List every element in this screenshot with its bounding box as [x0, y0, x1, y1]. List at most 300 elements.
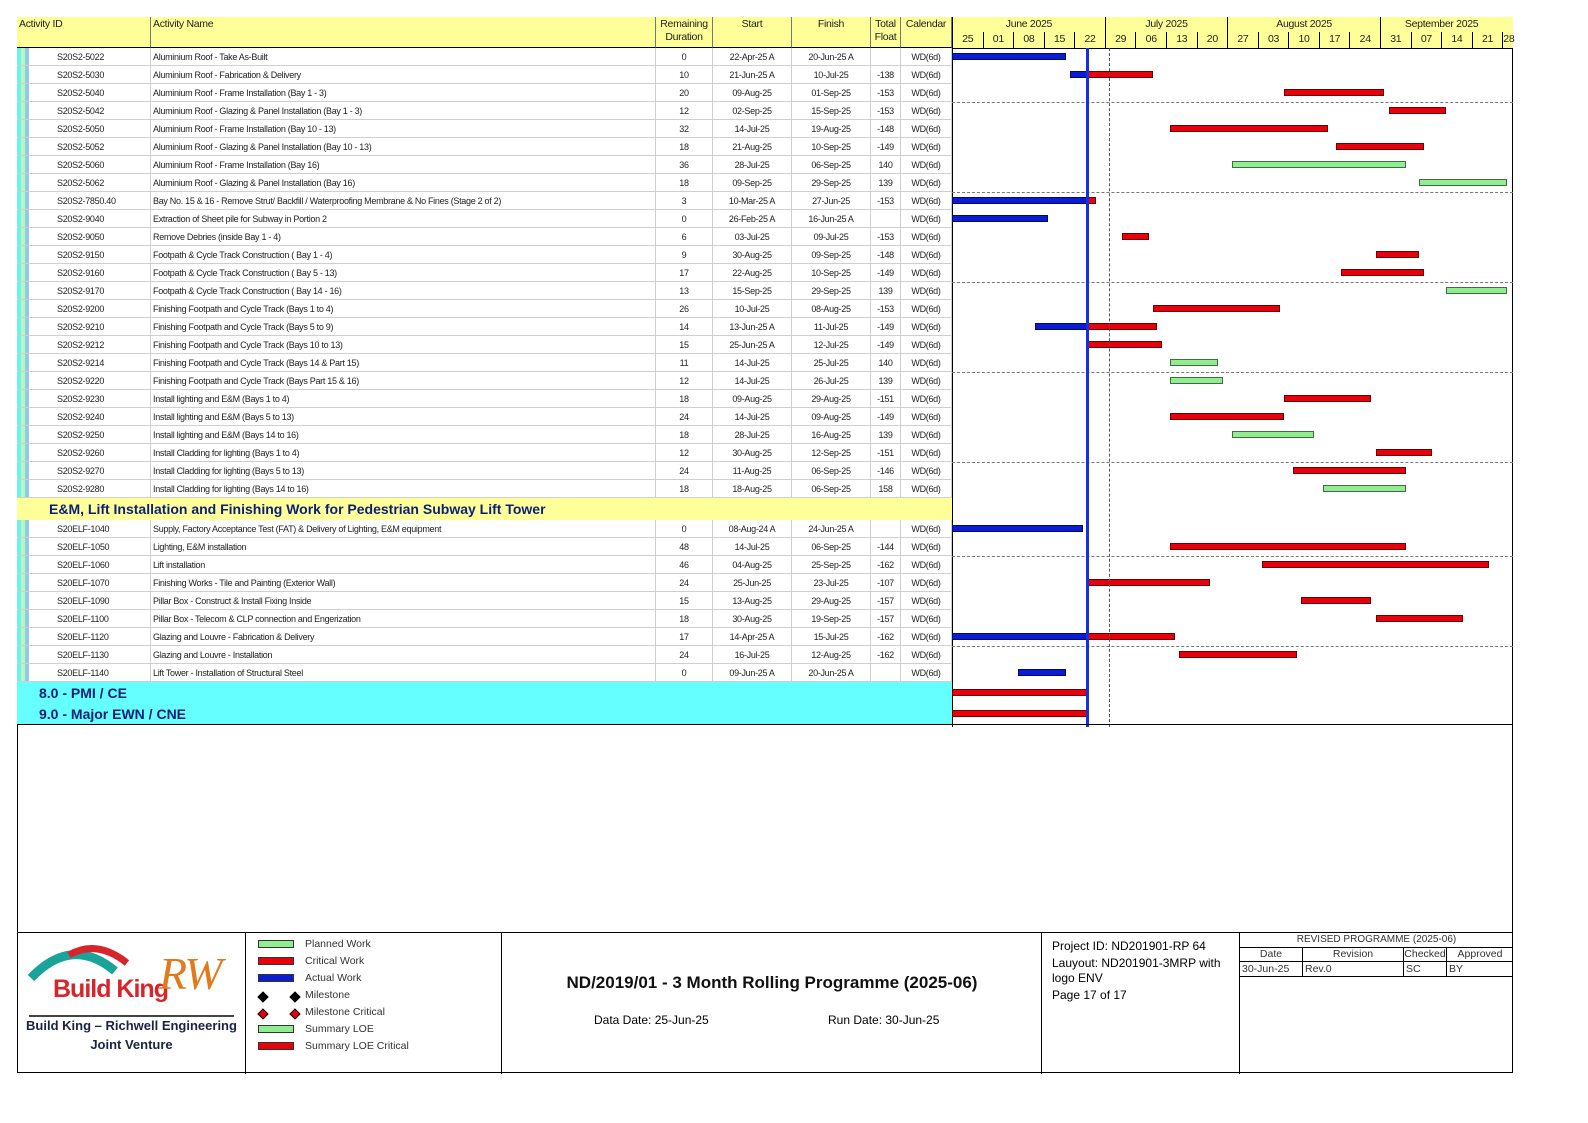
activity-name-cell: Finishing Footpath and Cycle Track (Bays 5 to 9) [151, 318, 656, 336]
activity-id-cell: S20S2-9220 [17, 372, 151, 390]
calendar-cell: WD(6d) [901, 138, 952, 156]
gantt-bar-actual[interactable] [952, 197, 1087, 204]
revision-header-cell: Revision [1303, 947, 1404, 962]
timescale-week: 08 [1013, 32, 1044, 48]
remaining-duration-cell: 0 [656, 210, 713, 228]
start-cell: 30-Aug-25 [713, 246, 792, 264]
col-header-finish-label: Finish [817, 18, 845, 30]
table-row[interactable] [17, 120, 952, 138]
finish-cell: 20-Jun-25 A [792, 664, 871, 682]
total-float-cell: -151 [871, 444, 901, 462]
activity-name-cell: Pillar Box - Telecom & CLP connection and Engerization [151, 610, 656, 628]
gantt-bar-planned[interactable] [1170, 377, 1222, 384]
activity-name-cell: Lift installation [151, 556, 656, 574]
activity-name-cell: Finishing Footpath and Cycle Track (Bays 14 & Part 15) [151, 354, 656, 372]
revision-header-cell: Approved [1447, 947, 1513, 962]
calendar-cell: WD(6d) [901, 408, 952, 426]
activity-name-cell: Aluminium Roof - Frame Installation (Bay 16) [151, 156, 656, 174]
total-float-cell: -148 [871, 246, 901, 264]
remaining-duration-cell: 24 [656, 462, 713, 480]
activity-id-cell: S20S2-5022 [17, 48, 151, 66]
remaining-duration-cell: 18 [656, 610, 713, 628]
remaining-duration-cell: 13 [656, 282, 713, 300]
finish-cell: 19-Sep-25 [792, 610, 871, 628]
table-row[interactable] [17, 444, 952, 462]
gantt-bar-critical[interactable] [1087, 341, 1161, 348]
total-float-cell: -153 [871, 102, 901, 120]
activity-name-cell: Install Cladding for lighting (Bays 14 to 16) [151, 480, 656, 498]
total-float-cell [871, 210, 901, 228]
start-cell: 04-Aug-25 [713, 556, 792, 574]
calendar-cell: WD(6d) [901, 174, 952, 192]
gantt-bar-actual[interactable] [1035, 323, 1087, 330]
start-cell: 08-Aug-24 A [713, 520, 792, 538]
start-cell: 10-Jul-25 [713, 300, 792, 318]
gantt-bar-critical[interactable] [1301, 597, 1371, 604]
timescale-month: July 2025 [1105, 17, 1227, 32]
col-header-start-label: Start [741, 18, 763, 30]
activity-name-cell: Finishing Footpath and Cycle Track (Bays 10 to 13) [151, 336, 656, 354]
remaining-duration-cell: 0 [656, 48, 713, 66]
activity-name-cell: Glazing and Louvre - Fabrication & Delivery [151, 628, 656, 646]
timescale-week: 14 [1441, 32, 1472, 48]
remaining-duration-cell: 11 [656, 354, 713, 372]
start-cell: 26-Feb-25 A [713, 210, 792, 228]
revision-title: REVISED PROGRAMME (2025-06) [1240, 933, 1513, 948]
table-row[interactable] [17, 372, 952, 390]
legend-swatch [258, 940, 294, 948]
col-header-remaining-duration-label: Remaining Duration [660, 18, 708, 43]
finish-cell: 16-Jun-25 A [792, 210, 871, 228]
finish-cell: 06-Sep-25 [792, 480, 871, 498]
finish-cell: 09-Jul-25 [792, 228, 871, 246]
start-cell: 14-Jul-25 [713, 408, 792, 426]
remaining-duration-cell: 24 [656, 646, 713, 664]
timescale-week: 24 [1349, 32, 1380, 48]
table-row[interactable] [17, 246, 952, 264]
legend-label: Milestone Critical [305, 1006, 385, 1018]
finish-cell: 16-Aug-25 [792, 426, 871, 444]
col-header-activity-name-label: Activity Name [153, 18, 214, 30]
start-cell: 02-Sep-25 [713, 102, 792, 120]
total-float-cell: -149 [871, 138, 901, 156]
calendar-cell: WD(6d) [901, 462, 952, 480]
calendar-cell: WD(6d) [901, 48, 952, 66]
remaining-duration-cell: 18 [656, 480, 713, 498]
gantt-separator [952, 462, 1513, 463]
gantt-bar-critical[interactable] [1336, 143, 1423, 150]
remaining-duration-cell: 18 [656, 138, 713, 156]
revision-cell: SC [1404, 962, 1447, 977]
legend-label: Planned Work [305, 938, 371, 950]
col-header-calendar-label: Calendar [905, 18, 947, 30]
activity-id-cell: S20S2-5060 [17, 156, 151, 174]
activity-id-cell: S20S2-5062 [17, 174, 151, 192]
activity-name-cell: Aluminium Roof - Frame Installation (Bay 10 - 13) [151, 120, 656, 138]
table-row[interactable] [17, 628, 952, 646]
milestone-diamond-icon [257, 1008, 268, 1019]
gantt-bar-planned[interactable] [1419, 179, 1506, 186]
table-row[interactable] [17, 192, 952, 210]
gantt-separator [952, 192, 1513, 193]
legend-item [258, 1038, 488, 1055]
finish-cell: 25-Jul-25 [792, 354, 871, 372]
legend-item [258, 987, 488, 1004]
start-cell: 16-Jul-25 [713, 646, 792, 664]
table-row[interactable] [17, 156, 952, 174]
table-row[interactable] [17, 174, 952, 192]
calendar-cell: WD(6d) [901, 66, 952, 84]
table-row[interactable] [17, 556, 952, 574]
remaining-duration-cell: 0 [656, 664, 713, 682]
finish-cell: 29-Sep-25 [792, 282, 871, 300]
remaining-duration-cell: 24 [656, 574, 713, 592]
total-float-cell: 139 [871, 174, 901, 192]
activity-id-cell: S20S2-9280 [17, 480, 151, 498]
remaining-duration-cell: 48 [656, 538, 713, 556]
timescale-week: 21 [1472, 32, 1503, 48]
activity-name-cell: Footpath & Cycle Track Construction ( Bay 14 - 16) [151, 282, 656, 300]
calendar-cell: WD(6d) [901, 156, 952, 174]
remaining-duration-cell: 12 [656, 444, 713, 462]
calendar-cell: WD(6d) [901, 210, 952, 228]
total-float-cell: -149 [871, 336, 901, 354]
col-header-calendar[interactable] [901, 17, 952, 48]
total-float-cell: -138 [871, 66, 901, 84]
finish-cell: 11-Jul-25 [792, 318, 871, 336]
start-cell: 03-Jul-25 [713, 228, 792, 246]
gantt-bar-planned[interactable] [1323, 485, 1406, 492]
table-row[interactable] [17, 282, 952, 300]
total-float-cell [871, 520, 901, 538]
activity-name-cell: Aluminium Roof - Glazing & Panel Installation (Bay 1 - 3) [151, 102, 656, 120]
finish-cell: 24-Jun-25 A [792, 520, 871, 538]
table-row[interactable] [17, 574, 952, 592]
calendar-cell: WD(6d) [901, 610, 952, 628]
activity-name-cell: Finishing Footpath and Cycle Track (Bays Part 15 & 16) [151, 372, 656, 390]
finish-cell: 06-Sep-25 [792, 156, 871, 174]
activity-id-cell: S20S2-5030 [17, 66, 151, 84]
table-row[interactable] [17, 480, 952, 498]
start-cell: 28-Jul-25 [713, 156, 792, 174]
milestone-diamond-icon [289, 1008, 300, 1019]
finish-cell: 25-Sep-25 [792, 556, 871, 574]
activity-id-cell: S20S2-9040 [17, 210, 151, 228]
total-float-cell: 140 [871, 156, 901, 174]
gantt-bar-critical[interactable] [952, 710, 1087, 717]
total-float-cell: 139 [871, 426, 901, 444]
start-cell: 13-Jun-25 A [713, 318, 792, 336]
total-float-cell: -151 [871, 390, 901, 408]
gantt-bar-critical[interactable] [1087, 71, 1153, 78]
remaining-duration-cell: 9 [656, 246, 713, 264]
remaining-duration-cell: 15 [656, 336, 713, 354]
calendar-cell: WD(6d) [901, 282, 952, 300]
table-row[interactable] [17, 610, 952, 628]
finish-cell: 19-Aug-25 [792, 120, 871, 138]
project-info-box [1042, 933, 1240, 1074]
gantt-bar-actual[interactable] [952, 633, 1087, 640]
table-row[interactable] [17, 264, 952, 282]
table-row[interactable] [17, 336, 952, 354]
remaining-duration-cell: 26 [656, 300, 713, 318]
remaining-duration-cell: 20 [656, 84, 713, 102]
finish-cell: 10-Jul-25 [792, 66, 871, 84]
table-row[interactable] [17, 210, 952, 228]
legend-item [258, 970, 488, 987]
table-row[interactable] [17, 138, 952, 156]
revision-header-cell: Checked [1404, 948, 1446, 960]
legend-item [258, 936, 488, 953]
legend-label: Critical Work [305, 955, 365, 967]
table-row[interactable] [17, 646, 952, 664]
table-row[interactable] [17, 426, 952, 444]
activity-name-cell: Aluminium Roof - Glazing & Panel Installation (Bay 10 - 13) [151, 138, 656, 156]
gantt-bar-critical[interactable] [1087, 579, 1209, 586]
gantt-bar-critical[interactable] [1170, 543, 1406, 550]
activity-id-cell: S20S2-7850.40 [17, 192, 151, 210]
total-float-cell [871, 48, 901, 66]
start-cell: 21-Aug-25 [713, 138, 792, 156]
start-cell: 09-Aug-25 [713, 390, 792, 408]
gantt-bar-critical[interactable] [1376, 251, 1420, 258]
group-header[interactable]: E&M, Lift Installation and Finishing Work for Pedestrian Subway Lift Tower [17, 498, 952, 520]
gantt-bar-critical[interactable] [1087, 633, 1174, 640]
legend-swatch [258, 1025, 294, 1033]
table-row[interactable] [17, 66, 952, 84]
timescale-week: 28 [1502, 32, 1513, 48]
gantt-bar-critical[interactable] [1284, 395, 1371, 402]
wbs-header[interactable]: 8.0 - PMI / CE [17, 682, 952, 704]
gantt-bar-critical[interactable] [1170, 413, 1284, 420]
finish-cell: 10-Sep-25 [792, 264, 871, 282]
gantt-bar-critical[interactable] [1262, 561, 1489, 568]
activity-id-cell: S20ELF-1070 [17, 574, 151, 592]
timescale-month: September 2025 [1380, 17, 1502, 32]
activity-id-cell: S20S2-5042 [17, 102, 151, 120]
gantt-bar-critical[interactable] [1376, 449, 1433, 456]
gantt-bar-critical[interactable] [1179, 651, 1297, 658]
activity-name-cell: Glazing and Louvre - Installation [151, 646, 656, 664]
start-cell: 09-Sep-25 [713, 174, 792, 192]
activity-id-cell: S20ELF-1120 [17, 628, 151, 646]
table-row[interactable] [17, 390, 952, 408]
gantt-bar-critical[interactable] [1293, 467, 1407, 474]
activity-name-cell: Footpath & Cycle Track Construction ( Bay 1 - 4) [151, 246, 656, 264]
logo-caption-line1: Build King – Richwell Engineering [26, 1018, 237, 1033]
finish-cell: 10-Sep-25 [792, 138, 871, 156]
total-float-cell: -153 [871, 192, 901, 210]
gantt-bar-actual[interactable] [1018, 669, 1066, 676]
remaining-duration-cell: 17 [656, 264, 713, 282]
gantt-bar-actual[interactable] [952, 215, 1048, 222]
total-float-cell: 140 [871, 354, 901, 372]
gantt-bar-planned[interactable] [1446, 287, 1507, 294]
col-header-activity-id[interactable] [17, 17, 151, 48]
finish-cell: 15-Jul-25 [792, 628, 871, 646]
total-float-cell: -149 [871, 408, 901, 426]
timescale-week: 29 [1105, 32, 1136, 48]
gantt-bar-critical[interactable] [1122, 233, 1148, 240]
total-float-cell: -162 [871, 556, 901, 574]
gantt-bar-critical[interactable] [1284, 89, 1384, 96]
timescale-weeks [952, 32, 1513, 49]
finish-cell: 08-Aug-25 [792, 300, 871, 318]
total-float-cell: 139 [871, 372, 901, 390]
revision-cell: 30-Jun-25 [1240, 962, 1303, 977]
table-row[interactable] [17, 664, 952, 682]
table-row[interactable] [17, 48, 952, 66]
activity-id-cell: S20S2-9214 [17, 354, 151, 372]
remaining-duration-cell: 14 [656, 318, 713, 336]
table-row[interactable] [17, 300, 952, 318]
gantt-separator [952, 556, 1513, 557]
total-float-cell [871, 664, 901, 682]
gantt-bar-critical[interactable] [1170, 125, 1327, 132]
activity-id-cell: S20ELF-1090 [17, 592, 151, 610]
finish-cell: 23-Jul-25 [792, 574, 871, 592]
remaining-duration-cell: 0 [656, 520, 713, 538]
gantt-bar-planned[interactable] [1232, 161, 1407, 168]
start-cell: 14-Jul-25 [713, 354, 792, 372]
activity-id-cell: S20S2-9260 [17, 444, 151, 462]
table-bottom-border [17, 724, 1513, 725]
finish-cell: 29-Aug-25 [792, 592, 871, 610]
gantt-bar-critical[interactable] [1376, 615, 1463, 622]
activity-name-cell: Aluminium Roof - Frame Installation (Bay 1 - 3) [151, 84, 656, 102]
wbs-header[interactable]: 9.0 - Major EWN / CNE [17, 703, 952, 725]
total-float-cell: -149 [871, 264, 901, 282]
col-header-activity-name[interactable] [151, 17, 656, 48]
calendar-cell: WD(6d) [901, 246, 952, 264]
legend-item [258, 953, 488, 970]
gantt-separator [952, 102, 1513, 103]
timescale-week: 07 [1411, 32, 1442, 48]
timescale-week: 20 [1197, 32, 1228, 48]
start-cell: 14-Jul-25 [713, 120, 792, 138]
gantt-bar-critical[interactable] [1389, 107, 1446, 114]
gantt-bar-actual[interactable] [1070, 71, 1087, 78]
legend-label: Summary LOE [305, 1023, 374, 1035]
calendar-cell: WD(6d) [901, 628, 952, 646]
table-row[interactable] [17, 228, 952, 246]
table-row[interactable] [17, 538, 952, 556]
finish-cell: 12-Aug-25 [792, 646, 871, 664]
logo-divider [29, 1015, 234, 1017]
total-float-cell: -148 [871, 120, 901, 138]
calendar-cell: WD(6d) [901, 574, 952, 592]
gantt-bar-planned[interactable] [1170, 359, 1218, 366]
legend-item [258, 1021, 488, 1038]
total-float-cell: -146 [871, 462, 901, 480]
col-header-finish[interactable] [792, 17, 871, 48]
legend-swatch [258, 957, 294, 965]
table-row[interactable] [17, 520, 952, 538]
col-header-activity-id-label: Activity ID [19, 18, 63, 30]
table-row[interactable] [17, 408, 952, 426]
col-header-total-float[interactable] [871, 17, 901, 48]
activity-id-cell: S20S2-5052 [17, 138, 151, 156]
calendar-cell: WD(6d) [901, 426, 952, 444]
start-cell: 15-Sep-25 [713, 282, 792, 300]
finish-cell: 06-Sep-25 [792, 538, 871, 556]
total-float-cell: -149 [871, 318, 901, 336]
calendar-cell: WD(6d) [901, 664, 952, 682]
table-row[interactable] [17, 318, 952, 336]
total-float-cell: -153 [871, 84, 901, 102]
gantt-bar-actual[interactable] [952, 525, 1083, 532]
total-float-cell: -153 [871, 300, 901, 318]
data-date-line [1086, 48, 1089, 727]
legend-label: Summary LOE Critical [305, 1040, 409, 1052]
finish-cell: 09-Sep-25 [792, 246, 871, 264]
timescale-week: 10 [1288, 32, 1319, 48]
total-float-cell: -144 [871, 538, 901, 556]
title-block [17, 932, 1513, 1074]
calendar-cell: WD(6d) [901, 102, 952, 120]
col-header-start[interactable] [713, 17, 792, 48]
remaining-duration-cell: 32 [656, 120, 713, 138]
calendar-cell: WD(6d) [901, 300, 952, 318]
activity-id-cell: S20ELF-1130 [17, 646, 151, 664]
legend-swatch [258, 974, 294, 982]
activity-id-cell: S20S2-5040 [17, 84, 151, 102]
calendar-cell: WD(6d) [901, 372, 952, 390]
start-cell: 25-Jun-25 [713, 574, 792, 592]
table-row[interactable] [17, 462, 952, 480]
remaining-duration-cell: 12 [656, 372, 713, 390]
calendar-cell: WD(6d) [901, 354, 952, 372]
calendar-cell: WD(6d) [901, 390, 952, 408]
timescale-month: August 2025 [1227, 17, 1380, 32]
remaining-duration-cell: 15 [656, 592, 713, 610]
col-header-remaining-duration[interactable] [656, 17, 713, 48]
total-float-cell: -157 [871, 592, 901, 610]
remaining-duration-cell: 24 [656, 408, 713, 426]
start-cell: 21-Jun-25 A [713, 66, 792, 84]
activity-id-cell: S20S2-9240 [17, 408, 151, 426]
gantt-bar-planned[interactable] [1232, 431, 1315, 438]
activity-id-cell: S20S2-9210 [17, 318, 151, 336]
activity-name-cell: Bay No. 15 & 16 - Remove Strut/ Backfill / Waterproofing Membrane & No Fines (Stage 2 of 2) [151, 192, 656, 210]
start-cell: 22-Aug-25 [713, 264, 792, 282]
gantt-bar-critical[interactable] [1153, 305, 1280, 312]
start-cell: 30-Aug-25 [713, 610, 792, 628]
gantt-bar-actual[interactable] [952, 53, 1066, 60]
gantt-bar-critical[interactable] [1341, 269, 1424, 276]
table-row[interactable] [17, 592, 952, 610]
activity-name-cell: Remove Debries (inside Bay 1 - 4) [151, 228, 656, 246]
gantt-bar-critical[interactable] [952, 689, 1087, 696]
timescale-months [952, 17, 1513, 33]
finish-cell: 12-Jul-25 [792, 336, 871, 354]
total-float-cell: -107 [871, 574, 901, 592]
logo-caption-line2: Joint Venture [90, 1037, 173, 1052]
gantt-bar-critical[interactable] [1087, 323, 1157, 330]
activity-id-cell: S20S2-9250 [17, 426, 151, 444]
table-row[interactable] [17, 354, 952, 372]
activity-id-cell: S20ELF-1100 [17, 610, 151, 628]
activity-name-cell: Install Cladding for lighting (Bays 5 to 13) [151, 462, 656, 480]
remaining-duration-cell: 46 [656, 556, 713, 574]
timescale-week: 15 [1044, 32, 1075, 48]
table-row[interactable] [17, 102, 952, 120]
table-row[interactable] [17, 84, 952, 102]
calendar-cell: WD(6d) [901, 444, 952, 462]
run-date-label: Run Date: 30-Jun-25 [828, 1013, 940, 1027]
start-cell: 14-Jul-25 [713, 538, 792, 556]
legend-item [258, 1004, 488, 1021]
